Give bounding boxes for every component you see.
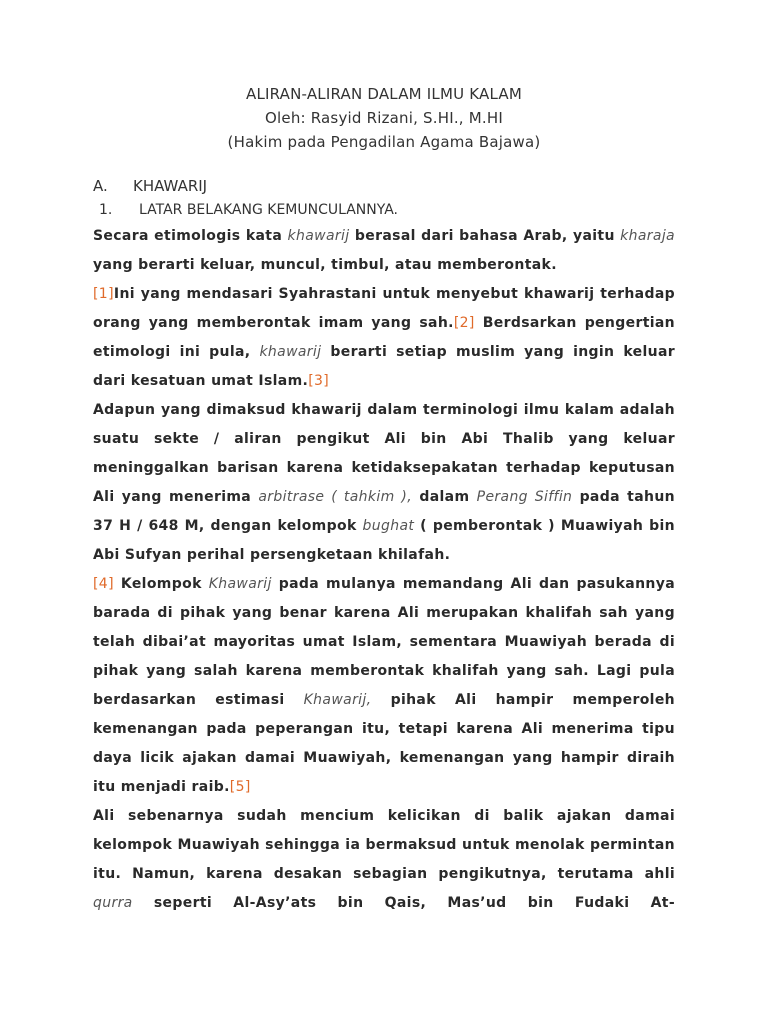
section-label: KHAWARIJ (133, 177, 208, 195)
italic-term: Khawarij, (303, 692, 372, 708)
text: Secara etimologis kata (93, 228, 288, 244)
italic-term: qurra (93, 895, 133, 911)
text: ( pemberontak ) Muawiyah bin Abi Sufyan perihal persengketaan khilafah. (93, 518, 675, 563)
text: Ali sebenarnya sudah mencium kelicikan di balik ajakan damai kelompok Muawiyah sehingga ia bermaksud untuk menolak permintan itu. Namun, karena desakan sebagian pengikutnya, terutama ahli (93, 808, 675, 882)
text: Kelompok (113, 576, 209, 592)
text: pada mulanya memandang Ali dan pasukannya barada di pihak yang benar karena Ali merupakan khalifah sah yang telah dibai’at mayoritas umat Islam, sementara Muawiyah berada di pihak yang salah karena memberontak khalifah yang sah. Lagi pula berdasarkan estimasi (93, 576, 675, 708)
document-author: Oleh: Rasyid Rizani, S.HI., M.HI (265, 109, 503, 127)
italic-term: khawarij (259, 344, 322, 360)
subsection-number: 1. (99, 202, 113, 218)
text: Adapun yang dimaksud khawarij dalam terminologi ilmu kalam adalah suatu sekte / aliran pengikut Ali bin Abi Thalib yang keluar meninggalkan barisan karena ketidaksepakatan terhadap keputusan Ali yang menerima (93, 402, 675, 505)
footnote-link-1[interactable]: [1] (93, 286, 114, 302)
italic-term: Perang Siffin (476, 489, 573, 505)
footnote-link-5[interactable]: [5] (229, 779, 251, 795)
italic-term: kharaja (620, 228, 675, 244)
body-text (93, 222, 675, 918)
footnote-link-3[interactable]: [3] (308, 373, 330, 389)
footnote-link-4[interactable]: [4] (93, 576, 114, 592)
text: pihak Ali hampir memperoleh kemenangan pada peperangan itu, tetapi karena Ali menerima tipu daya licik ajakan damai Muawiyah, kemenangan yang hampir diraih itu menjadi raib. (93, 692, 675, 795)
section-number: A. (93, 177, 108, 195)
paragraph-1 (93, 222, 675, 396)
paragraph-3 (93, 802, 675, 918)
text: seperti Al-Asy’ats bin Qais, Mas’ud bin Fudaki At- (132, 895, 675, 911)
italic-term: arbitrase ( tahkim ), (258, 489, 413, 505)
text: yang berarti keluar, muncul, timbul, atau memberontak. (93, 257, 557, 273)
text: dalam (412, 489, 477, 505)
document-page (93, 82, 675, 918)
paragraph-2 (93, 396, 675, 802)
subsection-label: LATAR BELAKANG KEMUNCULANNYA. (139, 202, 398, 218)
italic-term: Khawarij (208, 576, 272, 592)
author-affiliation: (Hakim pada Pengadilan Agama Bajawa) (227, 133, 541, 151)
document-title: ALIRAN-ALIRAN DALAM ILMU KALAM (246, 85, 522, 103)
subsection-heading (99, 200, 675, 220)
text: pada tahun 37 H / 648 M, dengan kelompok (93, 489, 675, 534)
footnote-link-2[interactable]: [2] (453, 315, 475, 331)
text: Berdsarkan pengertian etimologi ini pula, (93, 315, 675, 360)
section-heading (93, 176, 675, 196)
text: berarti setiap muslim yang ingin keluar dari kesatuan umat Islam. (93, 344, 676, 389)
text: Ini yang mendasari Syahrastani untuk menyebut khawarij terhadap orang yang memberontak imam yang sah. (93, 286, 675, 331)
italic-term: khawarij (287, 228, 350, 244)
text: berasal dari bahasa Arab, yaitu (349, 228, 621, 244)
italic-term: bughat (362, 518, 415, 534)
